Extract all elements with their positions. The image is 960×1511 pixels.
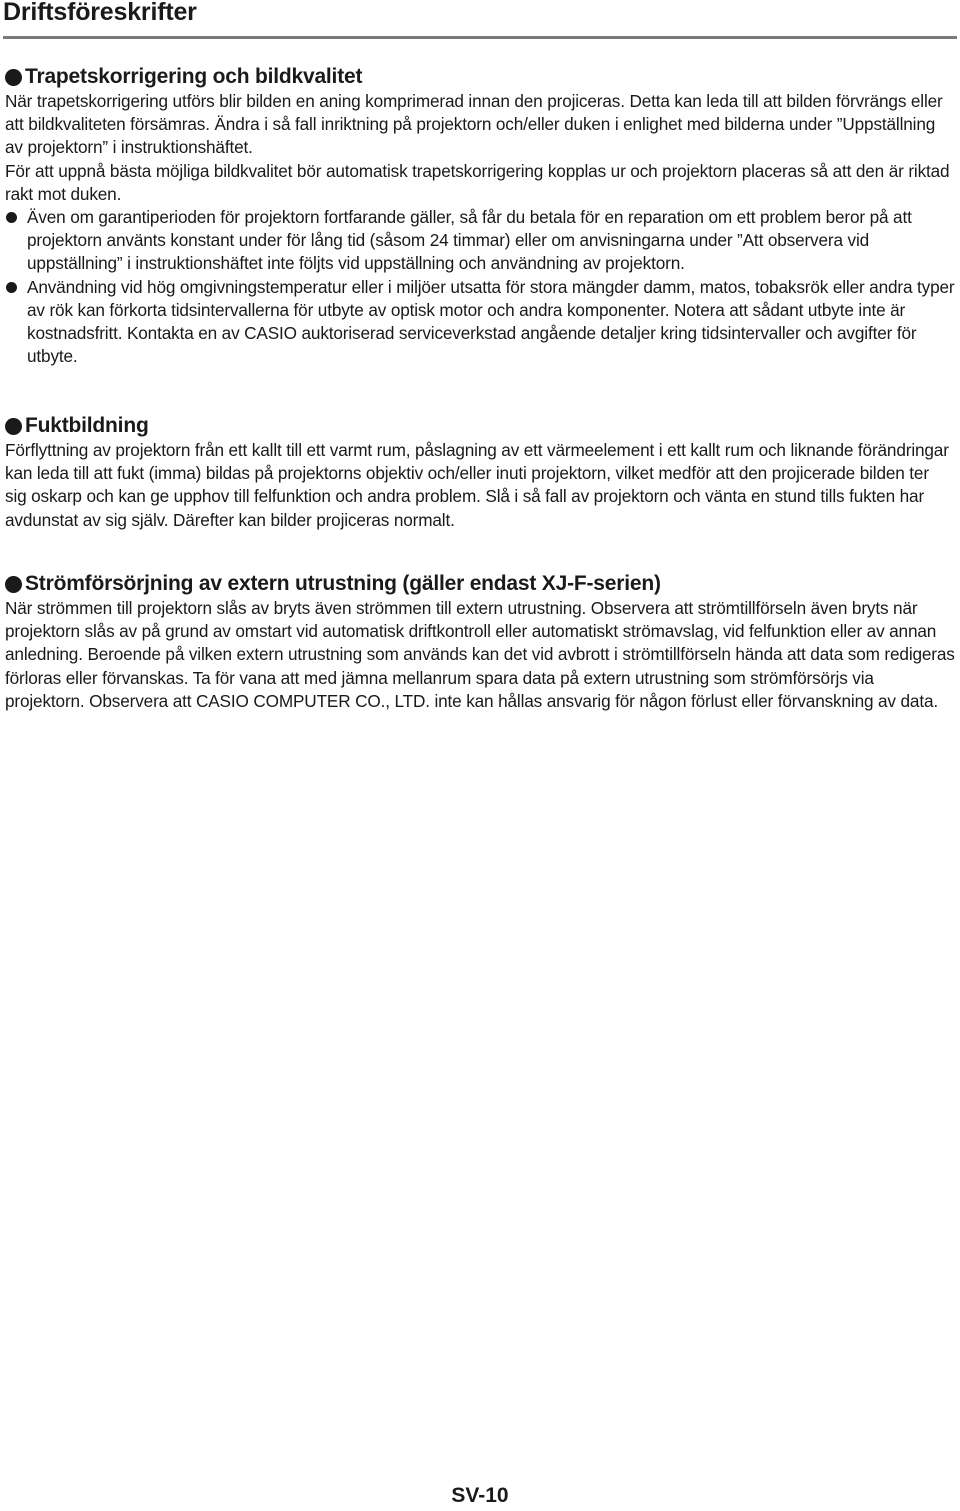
paragraph: Förflyttning av projektorn från ett kallt till ett varmt rum, påslagning av ett värmeelement i ett kallt rum och liknande förändringar kan leda till att fukt (imma) bildas på projektorns objektiv och/eller inuti projektorn, vilket medför att den projicerade bilden ter sig oskarp och kan ge upphov till felfunktion och andra problem. Slå i så fall av projektorn och vänta en stund tills fukten har avdunstat av sig själv. Därefter kan bilder projiceras normalt. — [5, 440, 949, 530]
list-item — [5, 276, 955, 369]
paragraph: När strömmen till projektorn slås av bryts även strömmen till extern utrustning. Observera att strömtillförseln även bryts när projektorn slås av på grund av omstart vid automatisk driftkontroll eller automatiskt strömavslag, vid felfunktion eller av annan anledning. Beroende på vilken extern utrustning som används kan det vid avbrott i strömtillförseln hända att data som redigeras förloras eller förvanskas. Ta för vana att med jämna mellanrum spara data på extern utrustning som strömförsörjs via projektorn. Observera att CASIO COMPUTER CO., LTD. inte kan hållas ansvarig för någon förlust eller förvanskning av data. — [5, 598, 955, 711]
bullet-icon — [6, 282, 17, 293]
bullet-icon — [5, 576, 22, 593]
list-item-text: Även om garantiperioden för projektorn fortfarande gäller, så får du betala för en reparation om ett problem beror på att projektorn använts konstant under för lång tid (såsom 24 timmar) eller om anvisningarna under ”Att observera vid uppställning” i instruktionshäftet inte följts vid uppställning och användning av projektorn. — [27, 207, 912, 274]
section-heading-text: Fuktbildning — [25, 414, 149, 437]
page-number: SV-10 — [451, 1484, 509, 1507]
paragraph: När trapetskorrigering utförs blir bilden en aning komprimerad innan den projiceras. Detta kan leda till att bilden förvrängs eller att bildkvaliteten försämras. Ändra i så fall inriktning på projektorn och/eller duken i enlighet med bilderna under ”Uppställning av projektorn” i instruktionshäftet. — [5, 91, 943, 158]
list-item-text: Användning vid hög omgivningstemperatur eller i miljöer utsatta för stora mängder damm, matos, tobaksrök eller andra typer av rök kan förkorta tidsintervallerna för utbyte av optisk motor och andra komponenter. Notera att sådant utbyte inte är kostnadsfritt. Kontakta en av CASIO auktoriserad serviceverkstad angående detaljer kring tidsintervaller och avgifter för utbyte. — [27, 276, 955, 367]
section-trapetskorrigering — [5, 64, 955, 368]
section-heading — [5, 571, 955, 597]
section-heading — [5, 64, 955, 90]
title-divider — [3, 36, 957, 39]
section-heading-text: Trapetskorrigering och bildkvalitet — [25, 65, 363, 88]
bullet-icon — [5, 69, 22, 86]
section-heading — [5, 413, 955, 439]
section-fuktbildning — [5, 413, 955, 532]
bullet-icon — [6, 212, 17, 223]
paragraph: För att uppnå bästa möjliga bildkvalitet bör automatisk trapetskorrigering kopplas ur och projektorn placeras så att den är riktad rakt mot duken. — [5, 160, 950, 204]
section-stromforsorjning — [5, 571, 955, 713]
page-title: Driftsföreskrifter — [3, 0, 197, 26]
bullet-icon — [5, 418, 22, 435]
section-heading-text: Strömförsörjning av extern utrustning (gäller endast XJ-F-serien) — [25, 572, 661, 595]
list-item — [5, 206, 955, 276]
